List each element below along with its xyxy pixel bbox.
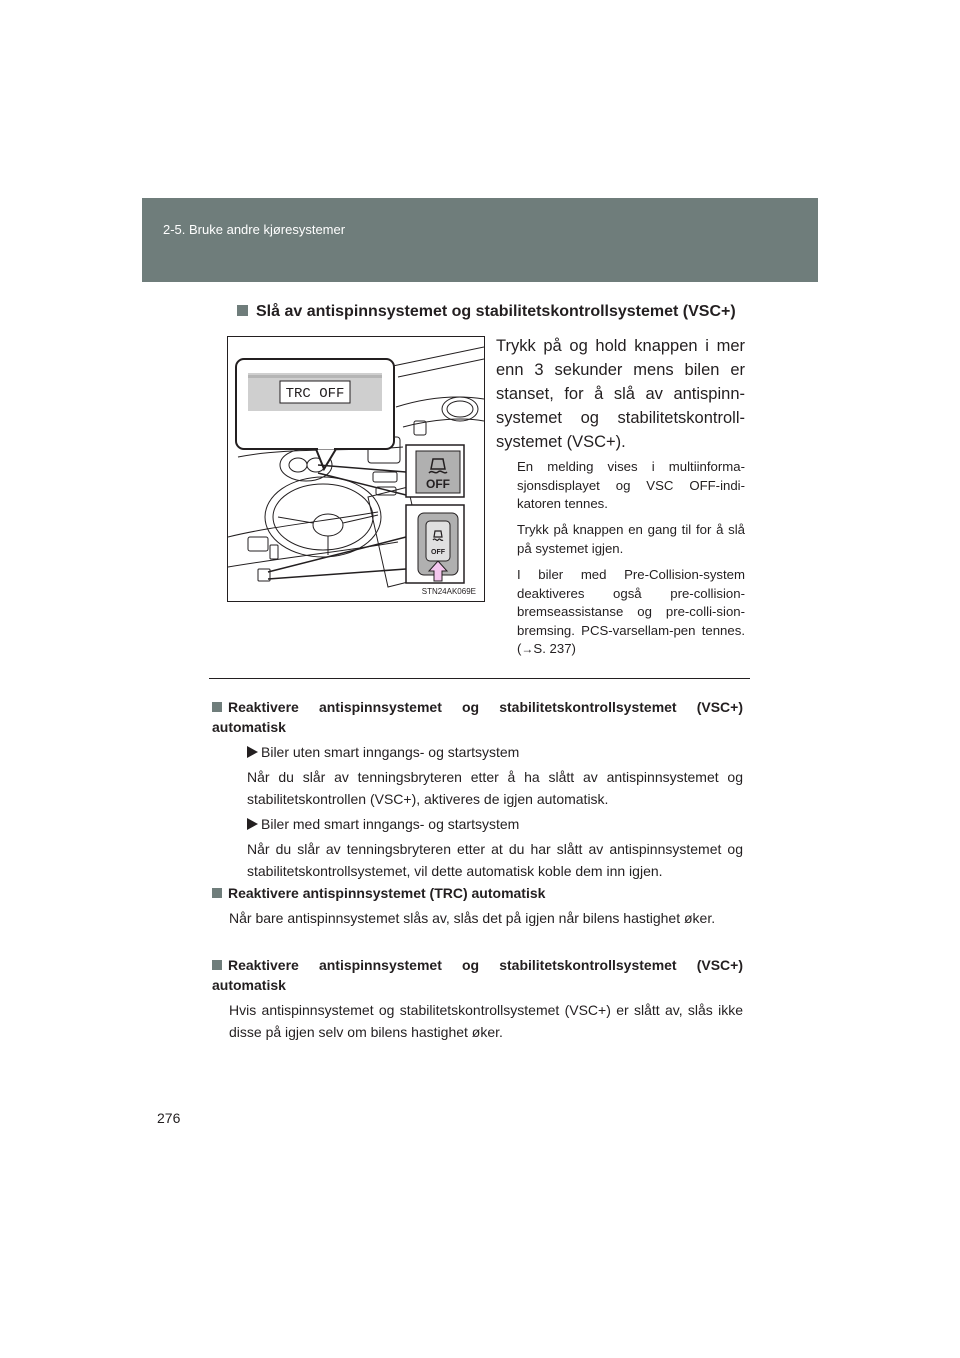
section-heading bbox=[237, 303, 736, 321]
section-heading-text: Slå av antispinnsystemet og stabilitetskontrollsystemet (VSC+) bbox=[256, 303, 736, 320]
square-bullet-icon bbox=[212, 960, 222, 970]
square-bullet-icon bbox=[212, 888, 222, 898]
dashboard-drawing bbox=[228, 337, 484, 601]
info-text-4: Hvis antispinnsystemet og stabilitetskontrollsystemet (VSC+) er slått av, slås ikke disse på igjen selv om bilens hastighet øker. bbox=[229, 1002, 743, 1040]
note-reactivate: Trykk på knappen en gang til for å slå på systemet igjen. bbox=[517, 522, 745, 556]
button-off-label: OFF bbox=[426, 477, 450, 491]
info-text-3: Når bare antispinnsystemet slås av, slås det på igjen når bilens hastighet øker. bbox=[229, 910, 716, 926]
bullet-with-smart-entry: Biler med smart inngangs- og startsystem bbox=[247, 814, 747, 834]
page-reference[interactable]: S. 237) bbox=[533, 641, 576, 656]
info-heading-2: Reaktivere antispinnsystemet (TRC) automatisk bbox=[212, 883, 743, 903]
page-ref-arrow-icon: → bbox=[521, 642, 534, 656]
triangle-bullet-icon bbox=[247, 818, 258, 830]
display-message: TRC OFF bbox=[285, 386, 345, 402]
note-message: En melding vises i multiinforma-sjonsdisplayet og VSC OFF-indi-katoren tennes. bbox=[517, 459, 745, 511]
note-pre-collision bbox=[517, 566, 745, 659]
button-off-label-small: OFF bbox=[431, 549, 445, 556]
info-heading-3: Reaktivere antispinnsystemet og stabilitetskontrollsystemet (VSC+) automatisk bbox=[212, 957, 743, 993]
info-heading-1: Reaktivere antispinnsystemet og stabilitetskontrollsystemet (VSC+) automatisk bbox=[212, 699, 743, 735]
figure-code: STN24AK069E bbox=[421, 587, 476, 596]
info-text-2: Når du slår av tenningsbryteren etter at du har slått av antispinnsystemet og stabilitetskontrollsystemet, vil dette automatisk koble dem inn igjen. bbox=[247, 841, 743, 879]
dashboard-illustration bbox=[227, 336, 485, 602]
info-text-1: Når du slår av tenningsbryteren etter å ha slått av antispinnsystemet og stabilitetskontrollen (VSC+), aktiveres de igjen automatisk. bbox=[247, 769, 743, 807]
note-pre-collision-text: I biler med Pre-Collision-system deaktiveres også pre-collision-bremseassistanse og pre-colli-sion-bremsing. PCS-varsellam-pen tennes. ( bbox=[517, 567, 745, 656]
square-bullet-icon bbox=[237, 305, 248, 316]
header-band bbox=[142, 198, 818, 282]
instruction-main: Trykk på og hold knappen i mer enn 3 sekunder mens bilen er stanset, for å slå av antispinn-systemet og stabilitetskontroll-systemet (VSC+). bbox=[496, 337, 745, 451]
bullet-without-smart-entry: Biler uten smart inngangs- og startsystem bbox=[247, 742, 747, 762]
section-breadcrumb: 2-5. Bruke andre kjøresystemer bbox=[163, 222, 346, 237]
triangle-bullet-icon bbox=[247, 746, 258, 758]
page-number: 276 bbox=[157, 1110, 181, 1126]
square-bullet-icon bbox=[212, 702, 222, 712]
divider bbox=[209, 678, 750, 679]
